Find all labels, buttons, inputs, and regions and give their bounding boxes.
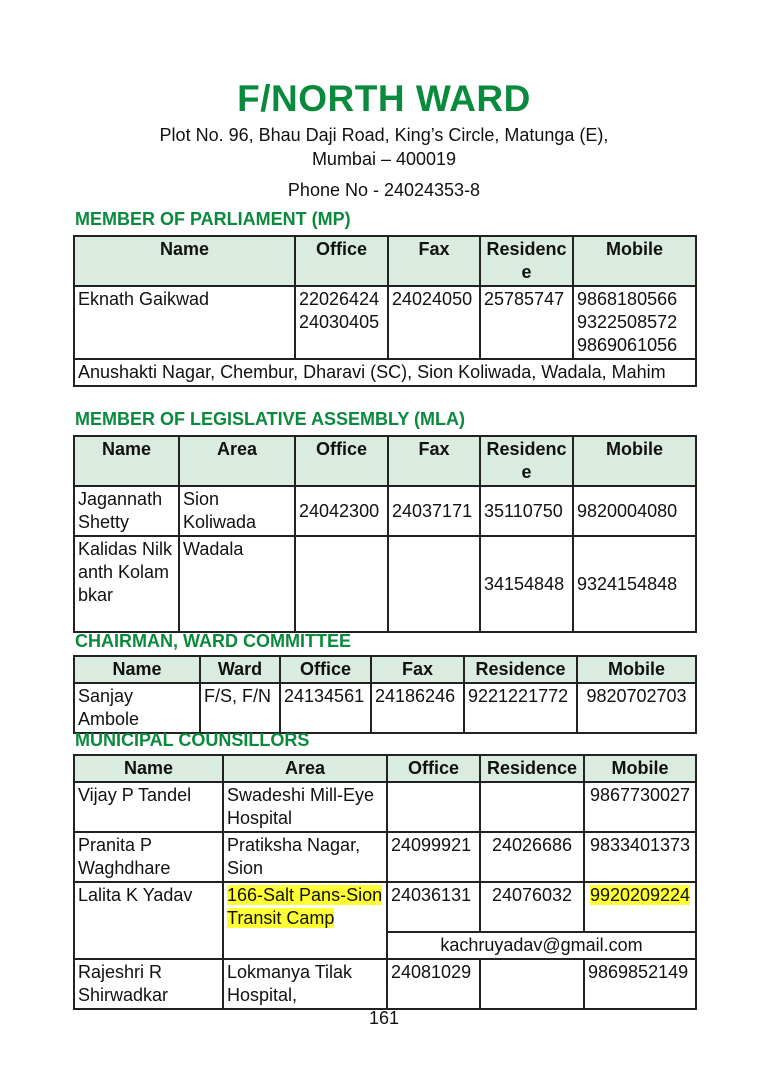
table-row — [74, 683, 696, 733]
chairman-fax: 24186246 — [371, 683, 464, 733]
councillor-area: Swadeshi Mill-Eye Hospital — [223, 782, 387, 832]
col-area: Area — [179, 436, 295, 486]
chairman-heading: CHAIRMAN, WARD COMMITTEE — [75, 631, 351, 651]
councillor-area: Pratiksha Nagar, Sion — [223, 832, 387, 882]
col-office: Office — [295, 236, 388, 286]
councillor-area — [223, 882, 387, 959]
col-residence: Residence — [480, 436, 573, 486]
address-line-1: Plot No. 96, Bhau Daji Road, King’s Circle, Matunga (E), — [159, 125, 609, 145]
mp-fax: 24024050 — [388, 286, 480, 359]
col-office: Office — [280, 656, 371, 683]
mp-office-2: 24030405 — [299, 312, 380, 332]
col-residence: Residence — [464, 656, 577, 683]
col-office: Office — [387, 755, 480, 782]
councillors-heading: MUNICIPAL COUNSILLORS — [75, 730, 310, 750]
chairman-ward: F/S, F/N — [200, 683, 280, 733]
mla-header-row — [74, 436, 696, 486]
councillor-email[interactable]: kachruyadav@gmail.com — [387, 932, 696, 959]
councillors-header-row — [74, 755, 696, 782]
ward-address — [100, 123, 668, 171]
councillor-name: Rajeshri R Shirwadkar — [74, 959, 223, 1009]
mla-office: 24042300 — [295, 486, 388, 536]
mla-residence: 35110750 — [480, 486, 573, 536]
col-residence: Residence — [480, 755, 584, 782]
mla-residence: 34154848 — [480, 536, 573, 632]
col-name: Name — [74, 236, 295, 286]
col-office: Office — [295, 436, 388, 486]
highlighted-area: 166-Salt Pans-Sion Transit Camp — [227, 885, 383, 928]
councillor-mobile: 9869852149 — [584, 959, 696, 1009]
councillors-table — [73, 754, 697, 1010]
mla-heading: MEMBER OF LEGISLATIVE ASSEMBLY (MLA) — [75, 409, 466, 429]
mp-mobile — [573, 286, 696, 359]
mla-table — [73, 435, 697, 633]
councillor-mobile: 9833401373 — [584, 832, 696, 882]
councillor-residence: 24026686 — [480, 832, 584, 882]
chairman-residence: 9221221772 — [464, 683, 577, 733]
chairman-header-row — [74, 656, 696, 683]
councillor-area: Lokmanya Tilak Hospital, — [223, 959, 387, 1009]
mp-office-1: 22026424 — [299, 289, 380, 309]
mp-heading: MEMBER OF PARLIAMENT (MP) — [75, 209, 351, 229]
chairman-name: Sanjay Ambole — [74, 683, 200, 733]
councillor-name: Pranita P Waghdhare — [74, 832, 223, 882]
mp-office — [295, 286, 388, 359]
table-row — [74, 286, 696, 359]
col-name: Name — [74, 436, 179, 486]
table-row — [74, 782, 696, 832]
councillor-residence: 24076032 — [480, 882, 584, 932]
mla-name: Jagannath Shetty — [74, 486, 179, 536]
table-row — [74, 832, 696, 882]
col-mobile: Mobile — [577, 656, 696, 683]
councillor-residence — [480, 782, 584, 832]
table-row — [74, 359, 696, 386]
councillor-name: Lalita K Yadav — [74, 882, 223, 959]
mp-residence: 25785747 — [480, 286, 573, 359]
col-residence: Residence — [480, 236, 573, 286]
chairman-table — [73, 655, 697, 734]
col-area: Area — [223, 755, 387, 782]
ward-phone: Phone No - 24024353-8 — [287, 180, 481, 200]
councillor-office: 24081029 — [387, 959, 480, 1009]
councillor-office: 24099921 — [387, 832, 480, 882]
councillor-office — [387, 782, 480, 832]
table-row — [74, 536, 696, 632]
col-mobile: Mobile — [584, 755, 696, 782]
mp-mobile-2: 9322508572 — [577, 312, 678, 332]
col-ward: Ward — [200, 656, 280, 683]
mla-fax — [388, 536, 480, 632]
col-mobile: Mobile — [573, 436, 696, 486]
col-name: Name — [74, 656, 200, 683]
chairman-mobile: 9820702703 — [577, 683, 696, 733]
col-name: Name — [74, 755, 223, 782]
table-row — [74, 486, 696, 536]
mla-mobile: 9820004080 — [573, 486, 696, 536]
mp-name: Eknath Gaikwad — [74, 286, 295, 359]
col-fax: Fax — [371, 656, 464, 683]
mla-name: Kalidas Nilkanth Kolambkar — [74, 536, 179, 632]
mp-constituency: Anushakti Nagar, Chembur, Dharavi (SC), Sion Koliwada, Wadala, Mahim — [74, 359, 696, 386]
mp-mobile-3: 9869061056 — [577, 335, 678, 355]
col-fax: Fax — [388, 236, 480, 286]
table-row — [74, 882, 696, 932]
mla-area: Wadala — [179, 536, 295, 632]
councillor-residence — [480, 959, 584, 1009]
page-number: 161 — [368, 1008, 400, 1028]
table-row — [74, 959, 696, 1009]
address-line-2: Mumbai – 400019 — [311, 149, 457, 169]
mp-header-row — [74, 236, 696, 286]
ward-title: F/NORTH WARD — [237, 78, 531, 119]
mla-office — [295, 536, 388, 632]
col-mobile: Mobile — [573, 236, 696, 286]
mla-area: Sion Koliwada — [179, 486, 295, 536]
col-fax: Fax — [388, 436, 480, 486]
mla-mobile: 9324154848 — [573, 536, 696, 632]
highlighted-mobile: 9920209224 — [589, 885, 691, 905]
mp-table — [73, 235, 697, 387]
chairman-office: 24134561 — [280, 683, 371, 733]
councillor-mobile: 9867730027 — [584, 782, 696, 832]
councillor-mobile — [584, 882, 696, 932]
councillor-name: Vijay P Tandel — [74, 782, 223, 832]
mp-mobile-1: 9868180566 — [577, 289, 678, 309]
councillor-office: 24036131 — [387, 882, 480, 932]
mla-fax: 24037171 — [388, 486, 480, 536]
